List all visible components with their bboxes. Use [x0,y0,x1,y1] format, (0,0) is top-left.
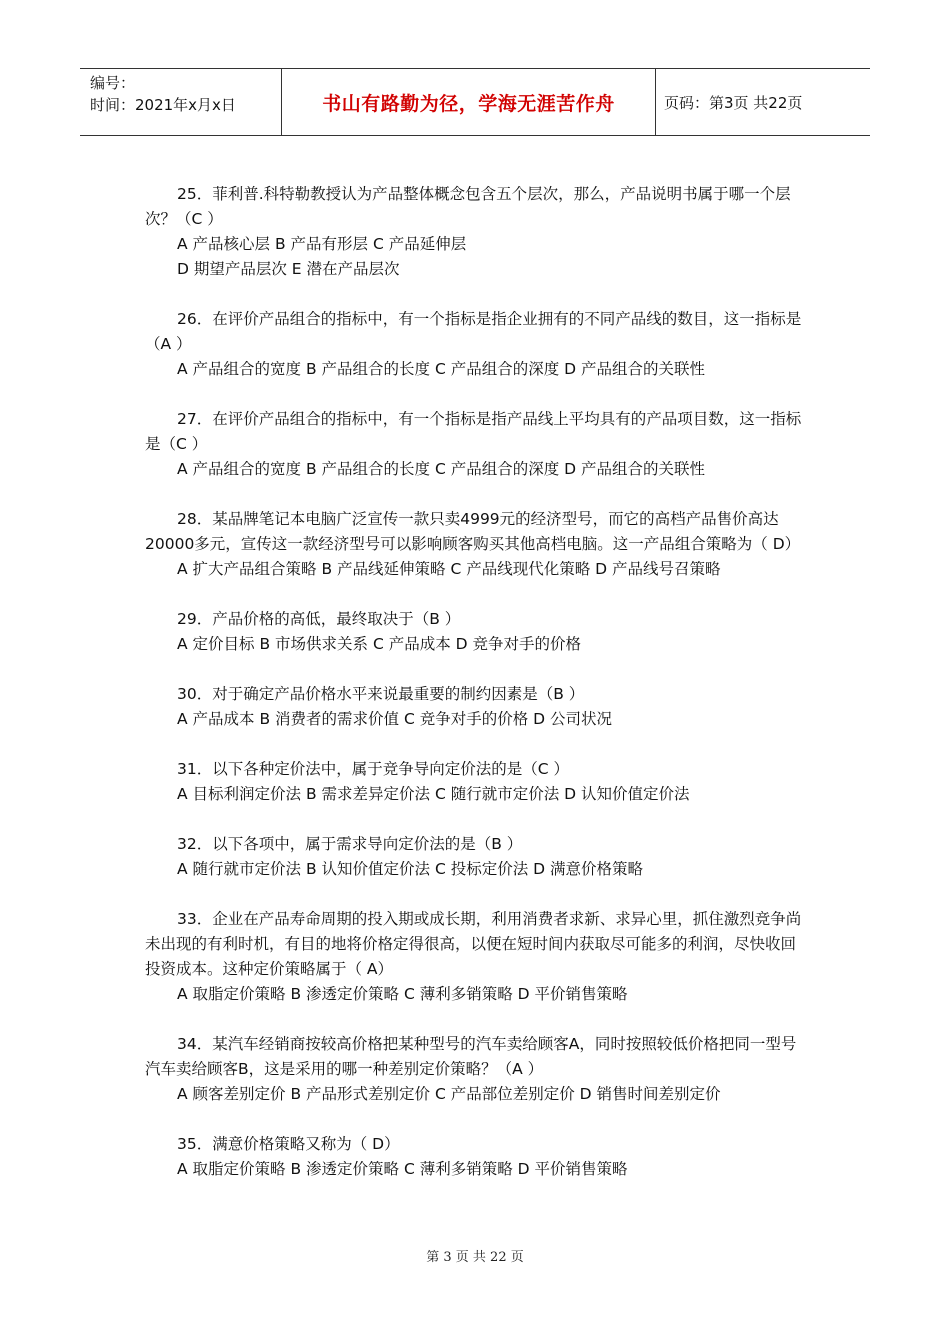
header-motto: 书山有路勤为径，学海无涯苦作舟 [282,69,656,135]
question-text: 34．某汽车经销商按较高价格把某种型号的汽车卖给顾客A，同时按照较低价格把同一型号汽车卖给顾客B，这是采用的哪一种差别定价策略？（A ） [145,1035,797,1078]
question-block [145,507,810,582]
answer-options: A 取脂定价策略 B 渗透定价策略 C 薄利多销策略 D 平价销售策略 [177,1160,628,1178]
question-text: 31．以下各种定价法中，属于竞争导向定价法的是（C ） [177,760,569,778]
document-time-label: 时间：2021年x月x日 [90,96,236,114]
header-info-cell [80,69,282,135]
question-block [145,907,810,1007]
question-block [145,1132,810,1182]
answer-options: A 产品成本 B 消费者的需求价值 C 竞争对手的价格 D 公司状况 [177,710,612,728]
question-block [145,832,810,882]
question-list [145,182,810,1207]
answer-options: A 产品组合的宽度 B 产品组合的长度 C 产品组合的深度 D 产品组合的关联性 [177,460,705,478]
question-text: 27．在评价产品组合的指标中，有一个指标是指产品线上平均具有的产品项目数，这一指标是（C ） [145,410,802,453]
answer-options: A 产品组合的宽度 B 产品组合的长度 C 产品组合的深度 D 产品组合的关联性 [177,360,705,378]
answer-options: A 随行就市定价法 B 认知价值定价法 C 投标定价法 D 满意价格策略 [177,860,643,878]
answer-options: A 顾客差别定价 B 产品形式差别定价 C 产品部位差别定价 D 销售时间差别定价 [177,1085,721,1103]
document-number-label: 编号： [90,74,136,92]
question-text: 30．对于确定产品价格水平来说最重要的制约因素是（B ） [177,685,585,703]
question-block [145,607,810,657]
question-block [145,757,810,807]
header-page-label: 页码：第3页 共22页 [664,93,803,112]
question-text: 28．某品牌笔记本电脑广泛宣传一款只卖4999元的经济型号，而它的高档产品售价高达20000多元，宣传这一款经济型号可以影响顾客购买其他高档电脑。这一产品组合策略为（ D） [145,510,801,553]
question-text: 26．在评价产品组合的指标中，有一个指标是指企业拥有的不同产品线的数目，这一指标是（A ） [145,310,802,353]
document-header [80,68,870,136]
question-text: 32．以下各项中，属于需求导向定价法的是（B ） [177,835,523,853]
answer-options: A 产品核心层 B 产品有形层 C 产品延伸层 [177,235,467,253]
question-text: 35．满意价格策略又称为（ D） [177,1135,400,1153]
question-text: 29．产品价格的高低，最终取决于（B ） [177,610,461,628]
question-block [145,1032,810,1107]
page-footer: 第 3 页 共 22 页 [426,1250,524,1265]
answer-options: A 扩大产品组合策略 B 产品线延伸策略 C 产品线现代化策略 D 产品线号召策略 [177,560,721,578]
answer-options: A 取脂定价策略 B 渗透定价策略 C 薄利多销策略 D 平价销售策略 [177,985,628,1003]
question-block [145,682,810,732]
question-block [145,307,810,382]
question-block [145,182,810,282]
question-text: 25．菲利普.科特勒教授认为产品整体概念包含五个层次，那么，产品说明书属于哪一个层次？（C ） [145,185,791,228]
question-block [145,407,810,482]
answer-options: A 定价目标 B 市场供求关系 C 产品成本 D 竞争对手的价格 [177,635,581,653]
answer-options: A 目标利润定价法 B 需求差异定价法 C 随行就市定价法 D 认知价值定价法 [177,785,690,803]
question-text: 33．企业在产品寿命周期的投入期或成长期，利用消费者求新、求异心里，抓住激烈竞争尚未出现的有利时机，有目的地将价格定得很高，以便在短时间内获取尽可能多的利润，尽快收回投资成本。这种定价策略属于（ A） [145,910,802,978]
answer-options: D 期望产品层次 E 潜在产品层次 [177,260,400,278]
